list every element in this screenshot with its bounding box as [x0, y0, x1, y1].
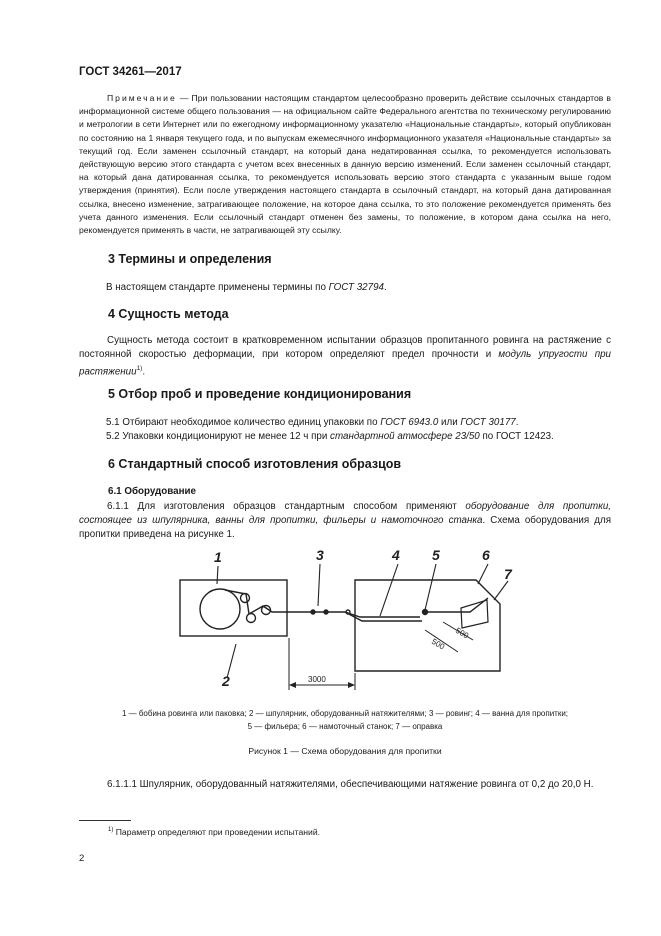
footnote-text: Параметр определяют при проведении испытаний. [113, 827, 321, 837]
c51-c: . [515, 417, 519, 428]
s3-end: . [383, 282, 387, 293]
c51-ref1: ГОСТ 6943.0 [380, 417, 439, 428]
clause-6-1-1 [79, 500, 611, 543]
callout-6: 6 [482, 547, 490, 563]
dimension-500-a: 500 [430, 636, 447, 652]
roving-guide-2 [324, 610, 328, 614]
callout-1: 1 [214, 549, 222, 565]
s4-end: . [142, 366, 146, 378]
bath-roller [346, 610, 350, 614]
section-3-title: 3 Термины и определения [108, 252, 272, 266]
tensioner-1 [241, 594, 250, 603]
bath-winder-box [355, 580, 500, 671]
callout-3: 3 [316, 547, 324, 563]
footnote-mark: 1) [108, 827, 114, 834]
c611-em: оборудование для пропитки, состоящее из шпулярника, ванны для пропитки, фильеры и намоточного станка [79, 501, 611, 527]
clause-5-2 [106, 430, 554, 444]
creel-box [180, 580, 287, 636]
document-header: ГОСТ 34261—2017 [79, 66, 182, 78]
c611-a: 6.1.1 Для изготовления образцов стандартным способом применяют [107, 501, 466, 512]
note-label: Примечание [107, 93, 177, 103]
subsection-6-1-title: 6.1 Оборудование [108, 486, 196, 497]
note-paragraph [79, 92, 611, 237]
section-4-title: 4 Сущность метода [108, 307, 229, 321]
roving-guide-1 [311, 610, 315, 614]
bobbin-shape [200, 589, 240, 629]
roving-to-mandrel [425, 598, 488, 612]
section-5-title: 5 Отбор проб и проведение кондиционирования [108, 387, 412, 401]
roving-in-bath [345, 612, 420, 617]
section-3-text [106, 281, 387, 295]
callout-2: 2 [222, 673, 230, 689]
s4-text: Сущность метода состоит в кратковременном испытании образцов пропитанного ровинга на растяжение с постоянной скоростью деформации, при котором определяют предел прочности и [79, 335, 611, 361]
clause-6-1-1-1: 6.1.1.1 Шпулярник, оборудованный натяжителями, обеспечивающими натяжение ровинга от 0,2 до 20,0 Н. [107, 779, 594, 790]
c51-b: или [438, 417, 461, 428]
dimension-500-b: 500 [454, 625, 471, 641]
footnote-separator [79, 820, 131, 821]
figure-title: Рисунок 1 — Схема оборудования для пропитки [248, 746, 442, 756]
section-6-title: 6 Стандартный способ изготовления образцов [108, 457, 402, 471]
callout-4: 4 [392, 547, 400, 563]
figure-legend [79, 708, 611, 733]
callout-7: 7 [504, 566, 512, 582]
c52-em: стандартной атмосфере 23/50 [330, 431, 480, 442]
c611-b: . Схема оборудования для пропитки приведена на рисунке 1. [79, 515, 611, 541]
footnote [108, 827, 320, 837]
figure-1-diagram [0, 540, 661, 700]
legend-line-1: 1 — бобина ровинга или паковка; 2 — шпулярник, оборудованный натяжителями; 3 — ровинг; 4 — ванна для пропитки; [121, 709, 569, 718]
s3-ref-link: ГОСТ 32794 [328, 282, 384, 293]
c51-a: 5.1 Отбирают необходимое количество единиц упаковки по [106, 417, 381, 428]
mandrel-frame [461, 600, 488, 628]
section-4-text [79, 334, 611, 380]
c52-a: 5.2 Упаковки кондиционируют не менее 12 ч при [106, 431, 331, 442]
tensioner-2 [247, 614, 256, 623]
callout-5: 5 [432, 547, 440, 563]
footnote-ref: 1) [136, 365, 143, 373]
s4-em: модуль упругости при растяжении [79, 349, 611, 378]
legend-line-2: 5 — фильера; 6 — намоточный станок; 7 — оправка [247, 721, 443, 731]
s3-text: В настоящем стандарте применены термины по [106, 282, 329, 293]
dimension-3000: 3000 [308, 675, 326, 684]
clause-5-1 [106, 416, 518, 430]
c52-b: по ГОСТ 12423. [479, 431, 554, 442]
page-number: 2 [79, 853, 85, 864]
note-text: — При пользовании настоящим стандартом целесообразно проверить действие ссылочных стандартов в информационной системе общего пользования — на официальном сайте Федерального агентства по техническому регулированию и метрологии в сети Интернет или по ежегодному информационному указателю «Национальные стандарты», который опубликован по состоянию на 1 января текущего года, и по выпускам ежемесячного информационного указателя «Национальные стандарты» за текущий год. Если заменен ссылочный стандарт, на который дана недатированная ссылка, то рекомендуется использовать действующую версию этого стандарта с учетом всех внесенных в данную версию изменений. Если заменен ссылочный стандарт, на который дана датированная ссылка, то рекомендуется использовать версию этого стандарта с указанным выше годом утверждения (принятия). Если после утверждения настоящего стандарта в ссылочный стандарт, на который дана датированная ссылка, внесено изменение, затрагивающее положение, на которое дана ссылка, то это положение рекомендуется применять без учета данного изменения. Если ссылочный стандарт отменен без замены, то положение, в котором дана ссылка на него, рекомендуется применять в части, не затрагивающей эту ссылку. [79, 93, 611, 236]
c51-ref2: ГОСТ 30177 [460, 417, 516, 428]
